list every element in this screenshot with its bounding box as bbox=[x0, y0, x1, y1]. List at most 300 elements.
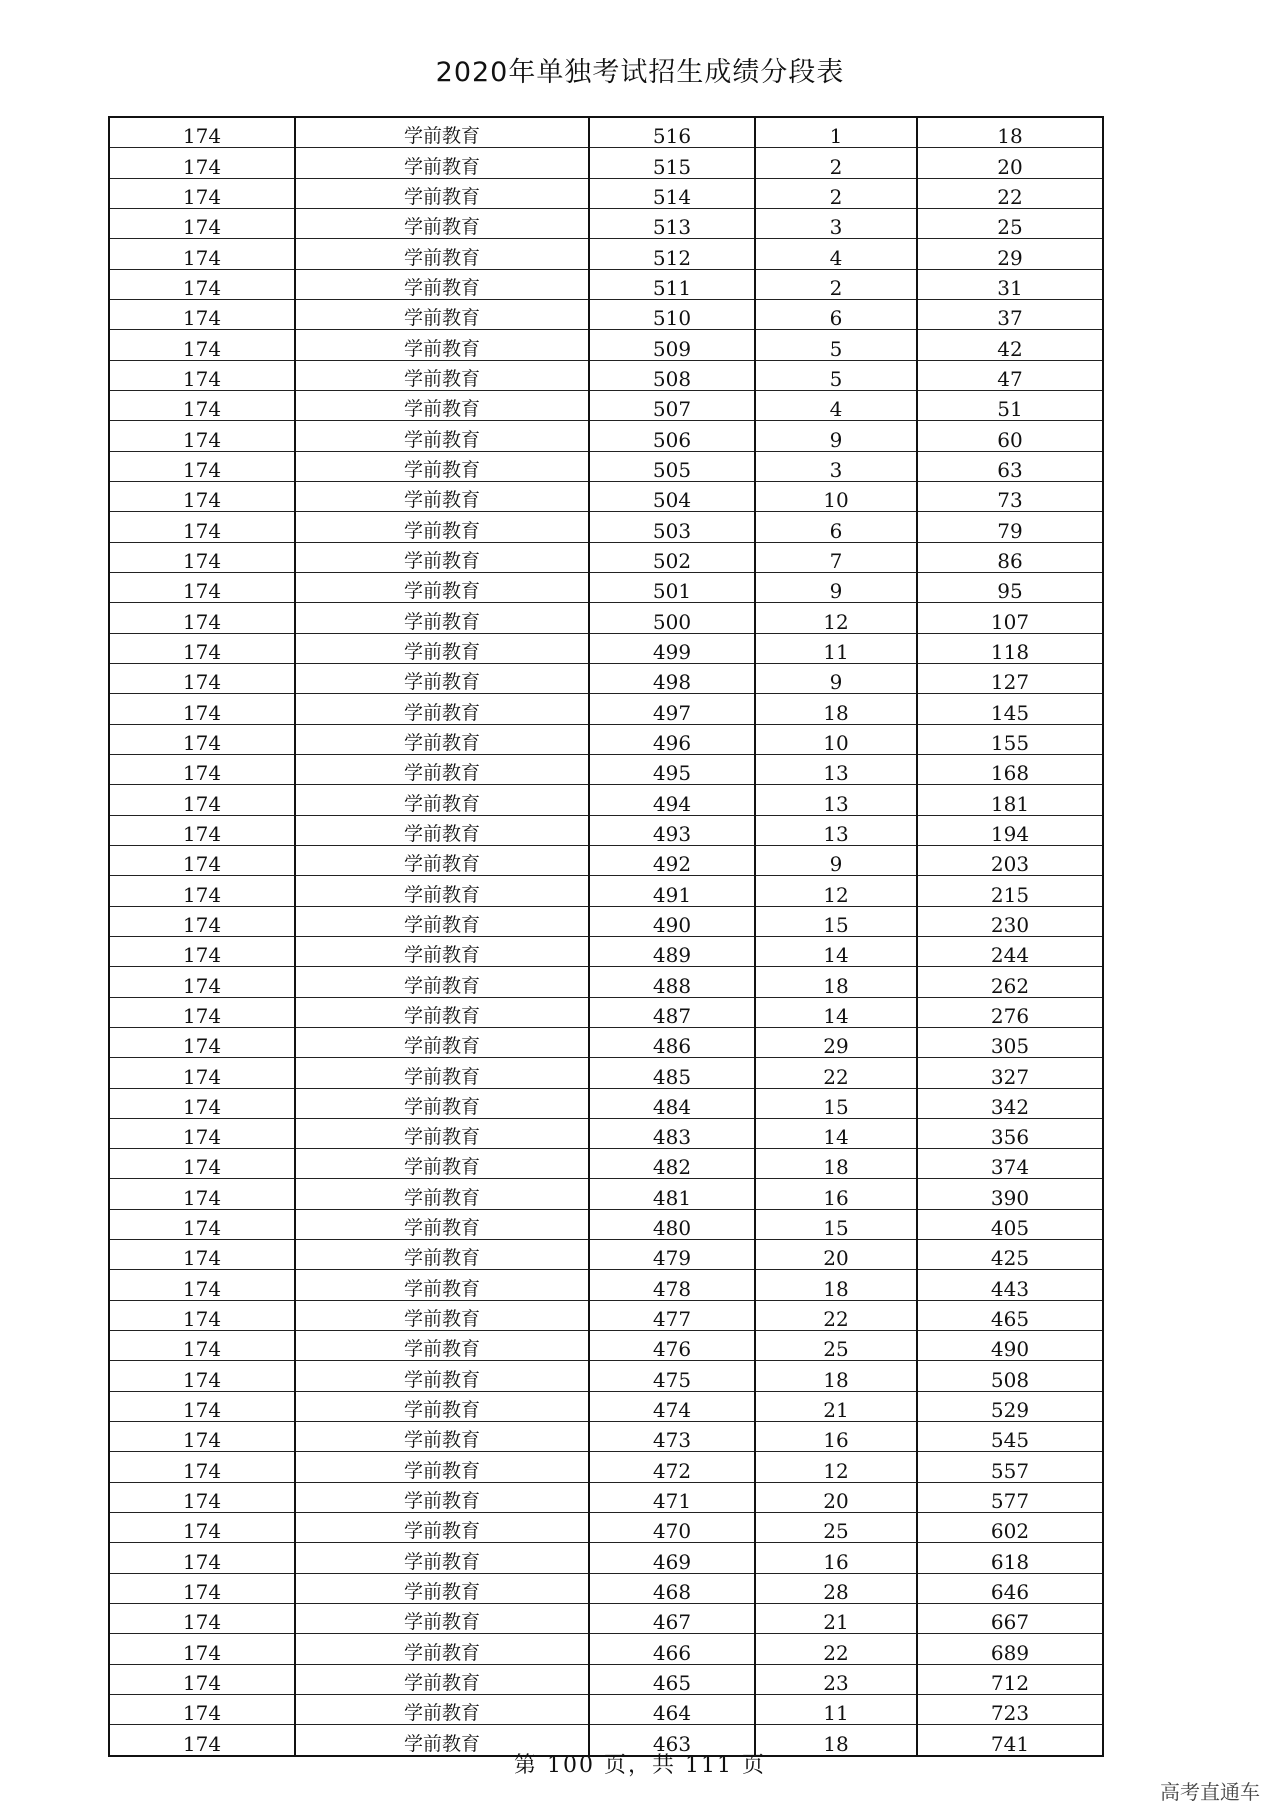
table-row bbox=[109, 208, 1103, 238]
count-cell: 3 bbox=[755, 208, 917, 238]
table-row bbox=[109, 390, 1103, 420]
table-row bbox=[109, 1088, 1103, 1118]
major-code-cell: 174 bbox=[109, 754, 295, 784]
major-code-cell: 174 bbox=[109, 1452, 295, 1482]
table-row bbox=[109, 117, 1103, 148]
count-cell: 14 bbox=[755, 1118, 917, 1148]
count-cell: 16 bbox=[755, 1179, 917, 1209]
score-cell: 488 bbox=[589, 967, 755, 997]
cumulative-cell: 262 bbox=[917, 967, 1103, 997]
cumulative-cell: 230 bbox=[917, 906, 1103, 936]
major-code-cell: 174 bbox=[109, 1240, 295, 1270]
table-row bbox=[109, 269, 1103, 299]
cumulative-cell: 37 bbox=[917, 299, 1103, 329]
count-cell: 18 bbox=[755, 1149, 917, 1179]
table-row bbox=[109, 1513, 1103, 1543]
count-cell: 29 bbox=[755, 1027, 917, 1057]
count-cell: 28 bbox=[755, 1573, 917, 1603]
major-code-cell: 174 bbox=[109, 117, 295, 148]
table-row bbox=[109, 1482, 1103, 1512]
table-row bbox=[109, 1270, 1103, 1300]
score-cell: 512 bbox=[589, 239, 755, 269]
table-body bbox=[109, 117, 1103, 1756]
score-distribution-table bbox=[108, 116, 1104, 1757]
score-cell: 497 bbox=[589, 694, 755, 724]
major-name-cell: 学前教育 bbox=[295, 1149, 589, 1179]
major-name-cell: 学前教育 bbox=[295, 299, 589, 329]
score-cell: 490 bbox=[589, 906, 755, 936]
count-cell: 13 bbox=[755, 754, 917, 784]
score-cell: 509 bbox=[589, 330, 755, 360]
major-name-cell: 学前教育 bbox=[295, 451, 589, 481]
table-row bbox=[109, 1573, 1103, 1603]
major-name-cell: 学前教育 bbox=[295, 572, 589, 602]
score-cell: 479 bbox=[589, 1240, 755, 1270]
major-name-cell: 学前教育 bbox=[295, 178, 589, 208]
table-row bbox=[109, 1331, 1103, 1361]
table-row bbox=[109, 299, 1103, 329]
count-cell: 2 bbox=[755, 178, 917, 208]
count-cell: 25 bbox=[755, 1331, 917, 1361]
major-code-cell: 174 bbox=[109, 1543, 295, 1573]
major-name-cell: 学前教育 bbox=[295, 906, 589, 936]
cumulative-cell: 342 bbox=[917, 1088, 1103, 1118]
major-name-cell: 学前教育 bbox=[295, 1058, 589, 1088]
score-cell: 511 bbox=[589, 269, 755, 299]
major-code-cell: 174 bbox=[109, 1331, 295, 1361]
cumulative-cell: 374 bbox=[917, 1149, 1103, 1179]
major-code-cell: 174 bbox=[109, 967, 295, 997]
score-cell: 513 bbox=[589, 208, 755, 238]
major-name-cell: 学前教育 bbox=[295, 117, 589, 148]
major-code-cell: 174 bbox=[109, 997, 295, 1027]
count-cell: 22 bbox=[755, 1634, 917, 1664]
score-cell: 470 bbox=[589, 1513, 755, 1543]
score-cell: 484 bbox=[589, 1088, 755, 1118]
score-cell: 495 bbox=[589, 754, 755, 784]
major-code-cell: 174 bbox=[109, 1573, 295, 1603]
major-code-cell: 174 bbox=[109, 1422, 295, 1452]
count-cell: 15 bbox=[755, 1209, 917, 1239]
major-code-cell: 174 bbox=[109, 603, 295, 633]
score-cell: 503 bbox=[589, 512, 755, 542]
table-row bbox=[109, 1179, 1103, 1209]
major-code-cell: 174 bbox=[109, 451, 295, 481]
score-cell: 492 bbox=[589, 845, 755, 875]
major-name-cell: 学前教育 bbox=[295, 1361, 589, 1391]
cumulative-cell: 618 bbox=[917, 1543, 1103, 1573]
cumulative-cell: 425 bbox=[917, 1240, 1103, 1270]
major-name-cell: 学前教育 bbox=[295, 997, 589, 1027]
cumulative-cell: 194 bbox=[917, 815, 1103, 845]
major-name-cell: 学前教育 bbox=[295, 330, 589, 360]
count-cell: 25 bbox=[755, 1513, 917, 1543]
count-cell: 14 bbox=[755, 936, 917, 966]
cumulative-cell: 577 bbox=[917, 1482, 1103, 1512]
major-name-cell: 学前教育 bbox=[295, 1240, 589, 1270]
major-code-cell: 174 bbox=[109, 1391, 295, 1421]
table-row bbox=[109, 1240, 1103, 1270]
count-cell: 13 bbox=[755, 785, 917, 815]
count-cell: 21 bbox=[755, 1391, 917, 1421]
score-cell: 480 bbox=[589, 1209, 755, 1239]
major-name-cell: 学前教育 bbox=[295, 1300, 589, 1330]
cumulative-cell: 465 bbox=[917, 1300, 1103, 1330]
cumulative-cell: 118 bbox=[917, 633, 1103, 663]
major-name-cell: 学前教育 bbox=[295, 1209, 589, 1239]
table-row bbox=[109, 1149, 1103, 1179]
major-code-cell: 174 bbox=[109, 1725, 295, 1756]
table-row bbox=[109, 1452, 1103, 1482]
major-name-cell: 学前教育 bbox=[295, 239, 589, 269]
count-cell: 10 bbox=[755, 724, 917, 754]
score-cell: 505 bbox=[589, 451, 755, 481]
cumulative-cell: 29 bbox=[917, 239, 1103, 269]
major-name-cell: 学前教育 bbox=[295, 1331, 589, 1361]
cumulative-cell: 390 bbox=[917, 1179, 1103, 1209]
count-cell: 4 bbox=[755, 239, 917, 269]
score-cell: 502 bbox=[589, 542, 755, 572]
major-code-cell: 174 bbox=[109, 1088, 295, 1118]
major-code-cell: 174 bbox=[109, 1300, 295, 1330]
table-row bbox=[109, 148, 1103, 178]
major-code-cell: 174 bbox=[109, 663, 295, 693]
count-cell: 15 bbox=[755, 1088, 917, 1118]
major-name-cell: 学前教育 bbox=[295, 663, 589, 693]
score-cell: 465 bbox=[589, 1664, 755, 1694]
major-name-cell: 学前教育 bbox=[295, 360, 589, 390]
score-cell: 475 bbox=[589, 1361, 755, 1391]
major-name-cell: 学前教育 bbox=[295, 1634, 589, 1664]
score-cell: 467 bbox=[589, 1604, 755, 1634]
count-cell: 9 bbox=[755, 421, 917, 451]
count-cell: 5 bbox=[755, 360, 917, 390]
score-cell: 481 bbox=[589, 1179, 755, 1209]
major-name-cell: 学前教育 bbox=[295, 1452, 589, 1482]
table-row bbox=[109, 967, 1103, 997]
cumulative-cell: 79 bbox=[917, 512, 1103, 542]
score-cell: 507 bbox=[589, 390, 755, 420]
major-code-cell: 174 bbox=[109, 1149, 295, 1179]
count-cell: 12 bbox=[755, 876, 917, 906]
count-cell: 9 bbox=[755, 663, 917, 693]
cumulative-cell: 244 bbox=[917, 936, 1103, 966]
score-cell: 491 bbox=[589, 876, 755, 906]
table-row bbox=[109, 1695, 1103, 1725]
table-row bbox=[109, 512, 1103, 542]
count-cell: 18 bbox=[755, 1270, 917, 1300]
score-cell: 487 bbox=[589, 997, 755, 1027]
major-name-cell: 学前教育 bbox=[295, 1664, 589, 1694]
table-row bbox=[109, 633, 1103, 663]
count-cell: 14 bbox=[755, 997, 917, 1027]
table-row bbox=[109, 1209, 1103, 1239]
major-code-cell: 174 bbox=[109, 845, 295, 875]
count-cell: 6 bbox=[755, 512, 917, 542]
score-cell: 477 bbox=[589, 1300, 755, 1330]
cumulative-cell: 95 bbox=[917, 572, 1103, 602]
major-name-cell: 学前教育 bbox=[295, 1088, 589, 1118]
table-row bbox=[109, 603, 1103, 633]
score-cell: 478 bbox=[589, 1270, 755, 1300]
major-code-cell: 174 bbox=[109, 1695, 295, 1725]
cumulative-cell: 529 bbox=[917, 1391, 1103, 1421]
cumulative-cell: 203 bbox=[917, 845, 1103, 875]
count-cell: 11 bbox=[755, 633, 917, 663]
major-name-cell: 学前教育 bbox=[295, 603, 589, 633]
major-name-cell: 学前教育 bbox=[295, 967, 589, 997]
major-name-cell: 学前教育 bbox=[295, 390, 589, 420]
cumulative-cell: 181 bbox=[917, 785, 1103, 815]
table-row bbox=[109, 1604, 1103, 1634]
cumulative-cell: 305 bbox=[917, 1027, 1103, 1057]
major-name-cell: 学前教育 bbox=[295, 1027, 589, 1057]
count-cell: 12 bbox=[755, 1452, 917, 1482]
major-code-cell: 174 bbox=[109, 1634, 295, 1664]
major-name-cell: 学前教育 bbox=[295, 148, 589, 178]
cumulative-cell: 18 bbox=[917, 117, 1103, 148]
major-code-cell: 174 bbox=[109, 724, 295, 754]
cumulative-cell: 741 bbox=[917, 1725, 1103, 1756]
table-row bbox=[109, 1300, 1103, 1330]
major-code-cell: 174 bbox=[109, 269, 295, 299]
table-row bbox=[109, 178, 1103, 208]
table-row bbox=[109, 1058, 1103, 1088]
major-code-cell: 174 bbox=[109, 481, 295, 511]
cumulative-cell: 20 bbox=[917, 148, 1103, 178]
score-cell: 514 bbox=[589, 178, 755, 208]
table-row bbox=[109, 694, 1103, 724]
table-row bbox=[109, 1391, 1103, 1421]
cumulative-cell: 168 bbox=[917, 754, 1103, 784]
count-cell: 23 bbox=[755, 1664, 917, 1694]
count-cell: 18 bbox=[755, 1361, 917, 1391]
cumulative-cell: 490 bbox=[917, 1331, 1103, 1361]
table-row bbox=[109, 1664, 1103, 1694]
major-name-cell: 学前教育 bbox=[295, 542, 589, 572]
major-name-cell: 学前教育 bbox=[295, 815, 589, 845]
table-row bbox=[109, 997, 1103, 1027]
table-row bbox=[109, 785, 1103, 815]
major-name-cell: 学前教育 bbox=[295, 876, 589, 906]
score-cell: 469 bbox=[589, 1543, 755, 1573]
major-name-cell: 学前教育 bbox=[295, 1179, 589, 1209]
score-cell: 496 bbox=[589, 724, 755, 754]
score-cell: 463 bbox=[589, 1725, 755, 1756]
table-row bbox=[109, 451, 1103, 481]
count-cell: 22 bbox=[755, 1300, 917, 1330]
major-code-cell: 174 bbox=[109, 239, 295, 269]
major-code-cell: 174 bbox=[109, 633, 295, 663]
count-cell: 15 bbox=[755, 906, 917, 936]
count-cell: 22 bbox=[755, 1058, 917, 1088]
cumulative-cell: 276 bbox=[917, 997, 1103, 1027]
major-code-cell: 174 bbox=[109, 1058, 295, 1088]
major-name-cell: 学前教育 bbox=[295, 936, 589, 966]
major-code-cell: 174 bbox=[109, 542, 295, 572]
major-code-cell: 174 bbox=[109, 1482, 295, 1512]
table-row bbox=[109, 421, 1103, 451]
major-name-cell: 学前教育 bbox=[295, 754, 589, 784]
count-cell: 16 bbox=[755, 1543, 917, 1573]
cumulative-cell: 443 bbox=[917, 1270, 1103, 1300]
major-code-cell: 174 bbox=[109, 572, 295, 602]
score-cell: 471 bbox=[589, 1482, 755, 1512]
score-cell: 510 bbox=[589, 299, 755, 329]
count-cell: 18 bbox=[755, 694, 917, 724]
count-cell: 7 bbox=[755, 542, 917, 572]
score-cell: 472 bbox=[589, 1452, 755, 1482]
table-row bbox=[109, 754, 1103, 784]
major-code-cell: 174 bbox=[109, 148, 295, 178]
major-name-cell: 学前教育 bbox=[295, 1604, 589, 1634]
major-name-cell: 学前教育 bbox=[295, 512, 589, 542]
score-cell: 506 bbox=[589, 421, 755, 451]
major-code-cell: 174 bbox=[109, 1027, 295, 1057]
score-cell: 501 bbox=[589, 572, 755, 602]
major-code-cell: 174 bbox=[109, 1664, 295, 1694]
major-name-cell: 学前教育 bbox=[295, 724, 589, 754]
score-cell: 482 bbox=[589, 1149, 755, 1179]
major-code-cell: 174 bbox=[109, 390, 295, 420]
table-row bbox=[109, 481, 1103, 511]
cumulative-cell: 73 bbox=[917, 481, 1103, 511]
table-row bbox=[109, 1361, 1103, 1391]
table-row bbox=[109, 360, 1103, 390]
score-cell: 466 bbox=[589, 1634, 755, 1664]
count-cell: 20 bbox=[755, 1240, 917, 1270]
table-row bbox=[109, 663, 1103, 693]
major-name-cell: 学前教育 bbox=[295, 1725, 589, 1756]
major-code-cell: 174 bbox=[109, 1209, 295, 1239]
page-title: 2020年单独考试招生成绩分段表 bbox=[435, 57, 845, 88]
major-name-cell: 学前教育 bbox=[295, 1543, 589, 1573]
major-name-cell: 学前教育 bbox=[295, 1270, 589, 1300]
count-cell: 11 bbox=[755, 1695, 917, 1725]
cumulative-cell: 31 bbox=[917, 269, 1103, 299]
count-cell: 5 bbox=[755, 330, 917, 360]
count-cell: 3 bbox=[755, 451, 917, 481]
count-cell: 6 bbox=[755, 299, 917, 329]
major-name-cell: 学前教育 bbox=[295, 1513, 589, 1543]
count-cell: 2 bbox=[755, 148, 917, 178]
major-code-cell: 174 bbox=[109, 1270, 295, 1300]
major-name-cell: 学前教育 bbox=[295, 481, 589, 511]
count-cell: 13 bbox=[755, 815, 917, 845]
table-row bbox=[109, 815, 1103, 845]
table-row bbox=[109, 906, 1103, 936]
score-cell: 485 bbox=[589, 1058, 755, 1088]
major-name-cell: 学前教育 bbox=[295, 633, 589, 663]
major-code-cell: 174 bbox=[109, 936, 295, 966]
major-code-cell: 174 bbox=[109, 208, 295, 238]
table-row bbox=[109, 1027, 1103, 1057]
major-name-cell: 学前教育 bbox=[295, 694, 589, 724]
major-code-cell: 174 bbox=[109, 299, 295, 329]
score-cell: 473 bbox=[589, 1422, 755, 1452]
page-footer: 第 100 页，共 111 页 bbox=[514, 1753, 766, 1778]
table-row bbox=[109, 845, 1103, 875]
count-cell: 2 bbox=[755, 269, 917, 299]
cumulative-cell: 545 bbox=[917, 1422, 1103, 1452]
score-cell: 476 bbox=[589, 1331, 755, 1361]
major-name-cell: 学前教育 bbox=[295, 208, 589, 238]
cumulative-cell: 557 bbox=[917, 1452, 1103, 1482]
major-code-cell: 174 bbox=[109, 512, 295, 542]
cumulative-cell: 215 bbox=[917, 876, 1103, 906]
major-code-cell: 174 bbox=[109, 906, 295, 936]
score-cell: 493 bbox=[589, 815, 755, 845]
major-name-cell: 学前教育 bbox=[295, 1573, 589, 1603]
major-code-cell: 174 bbox=[109, 815, 295, 845]
major-code-cell: 174 bbox=[109, 785, 295, 815]
score-cell: 500 bbox=[589, 603, 755, 633]
cumulative-cell: 405 bbox=[917, 1209, 1103, 1239]
cumulative-cell: 155 bbox=[917, 724, 1103, 754]
count-cell: 9 bbox=[755, 572, 917, 602]
watermark: 高考直通车 bbox=[1160, 1780, 1260, 1804]
cumulative-cell: 646 bbox=[917, 1573, 1103, 1603]
major-name-cell: 学前教育 bbox=[295, 421, 589, 451]
major-code-cell: 174 bbox=[109, 1604, 295, 1634]
cumulative-cell: 712 bbox=[917, 1664, 1103, 1694]
count-cell: 9 bbox=[755, 845, 917, 875]
major-code-cell: 174 bbox=[109, 1179, 295, 1209]
cumulative-cell: 25 bbox=[917, 208, 1103, 238]
table-row bbox=[109, 724, 1103, 754]
major-code-cell: 174 bbox=[109, 1513, 295, 1543]
score-cell: 468 bbox=[589, 1573, 755, 1603]
major-code-cell: 174 bbox=[109, 876, 295, 906]
score-cell: 494 bbox=[589, 785, 755, 815]
cumulative-cell: 327 bbox=[917, 1058, 1103, 1088]
count-cell: 10 bbox=[755, 481, 917, 511]
table-row bbox=[109, 239, 1103, 269]
major-code-cell: 174 bbox=[109, 1118, 295, 1148]
table-row bbox=[109, 1543, 1103, 1573]
cumulative-cell: 51 bbox=[917, 390, 1103, 420]
cumulative-cell: 723 bbox=[917, 1695, 1103, 1725]
major-name-cell: 学前教育 bbox=[295, 1695, 589, 1725]
major-code-cell: 174 bbox=[109, 1361, 295, 1391]
major-code-cell: 174 bbox=[109, 178, 295, 208]
table-row bbox=[109, 542, 1103, 572]
score-cell: 486 bbox=[589, 1027, 755, 1057]
count-cell: 20 bbox=[755, 1482, 917, 1512]
count-cell: 16 bbox=[755, 1422, 917, 1452]
cumulative-cell: 602 bbox=[917, 1513, 1103, 1543]
cumulative-cell: 63 bbox=[917, 451, 1103, 481]
major-name-cell: 学前教育 bbox=[295, 1118, 589, 1148]
score-cell: 498 bbox=[589, 663, 755, 693]
major-code-cell: 174 bbox=[109, 330, 295, 360]
major-name-cell: 学前教育 bbox=[295, 1482, 589, 1512]
major-name-cell: 学前教育 bbox=[295, 1422, 589, 1452]
count-cell: 4 bbox=[755, 390, 917, 420]
score-cell: 499 bbox=[589, 633, 755, 663]
table-row bbox=[109, 1422, 1103, 1452]
score-cell: 515 bbox=[589, 148, 755, 178]
major-code-cell: 174 bbox=[109, 421, 295, 451]
count-cell: 18 bbox=[755, 967, 917, 997]
table-row bbox=[109, 330, 1103, 360]
cumulative-cell: 22 bbox=[917, 178, 1103, 208]
count-cell: 18 bbox=[755, 1725, 917, 1756]
major-name-cell: 学前教育 bbox=[295, 845, 589, 875]
count-cell: 1 bbox=[755, 117, 917, 148]
cumulative-cell: 356 bbox=[917, 1118, 1103, 1148]
cumulative-cell: 145 bbox=[917, 694, 1103, 724]
